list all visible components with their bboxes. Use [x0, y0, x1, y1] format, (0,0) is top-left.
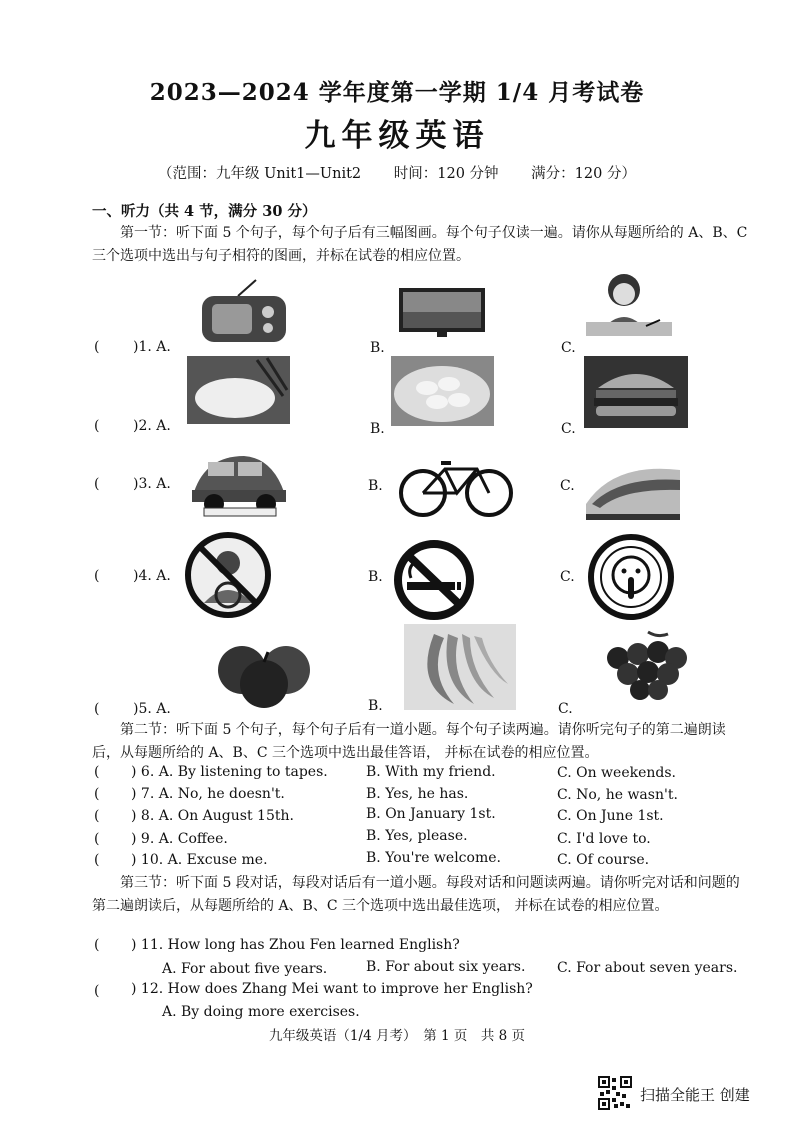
answer-blank[interactable]: (	[94, 786, 100, 802]
q3-option-c: C.	[560, 478, 575, 494]
bicycle-picture	[397, 455, 515, 517]
bananas-picture	[404, 624, 516, 710]
q11-option-b: B. For about six years.	[366, 959, 526, 975]
q9-option-c: C. I'd love to.	[557, 831, 651, 847]
no-phone-driving-sign	[184, 531, 272, 619]
dumplings-picture	[391, 356, 494, 426]
answer-blank[interactable]: (	[94, 418, 100, 434]
keep-quiet-sign	[586, 533, 676, 621]
q11-question: ) 11. How long has Zhou Fen learned English?	[131, 937, 460, 953]
exam-score: 满分：120 分）	[531, 166, 636, 182]
answer-blank[interactable]: (	[94, 808, 100, 824]
q4-option-c: C.	[560, 569, 575, 585]
answer-blank[interactable]: (	[94, 764, 100, 780]
q5-option-b: B.	[368, 698, 383, 714]
q8-option-a: ) 8. A. On August 15th.	[131, 808, 294, 824]
section-title: 一、听力（共 4 节，满分 30 分）	[92, 203, 317, 220]
girl-writing-picture	[584, 268, 674, 338]
apples-picture	[212, 626, 316, 710]
q7-option-b: B. Yes, he has.	[366, 786, 469, 802]
q10-option-a: ) 10. A. Excuse me.	[131, 852, 268, 868]
exam-subject: 九年级英语	[304, 118, 490, 154]
exam-time: 时间：120 分钟	[393, 166, 499, 182]
q4-option-b: B.	[368, 569, 383, 585]
answer-blank[interactable]: (	[94, 701, 100, 717]
q8-option-b: B. On January 1st.	[366, 806, 496, 822]
q1-option-a: )1. A.	[133, 339, 171, 355]
q6-option-b: B. With my friend.	[366, 764, 496, 780]
car-picture	[186, 446, 290, 520]
tv-picture	[397, 286, 487, 338]
hamburger-picture	[584, 356, 688, 428]
q11-option-c: C. For about seven years.	[557, 960, 738, 976]
q1-option-b: B.	[370, 340, 385, 356]
answer-blank[interactable]: (	[94, 476, 100, 492]
q12-question: ) 12. How does Zhang Mei want to improve her English?	[131, 981, 533, 997]
part3-intro: 第三节：听下面 5 段对话，每段对话后有一道小题。每段对话和问题读两遍。请你听完对话和问题的第二遍朗读后，从每题所给的 A、B、C 三个选项中选出最佳选项， 并标在试卷的相应位置。	[92, 875, 740, 914]
q2-option-a: )2. A.	[133, 418, 171, 434]
radio-picture	[198, 278, 290, 344]
no-smoking-sign	[389, 538, 479, 622]
q1-option-c: C.	[561, 340, 576, 356]
q2-option-b: B.	[370, 421, 385, 437]
train-picture	[584, 456, 684, 526]
q11-option-a: A. For about five years.	[162, 961, 328, 977]
q9-option-b: B. Yes, please.	[366, 828, 468, 844]
grapes-picture	[588, 628, 700, 704]
part2-intro: 第二节：听下面 5 个句子，每个句子后有一道小题。每个句子读两遍。请你听完句子的第二遍朗读后，从每题所给的 A、B、C 三个选项中选出最佳答语， 并标在试卷的相应位置。	[92, 722, 726, 761]
answer-blank[interactable]: (	[94, 983, 100, 999]
q10-option-c: C. Of course.	[557, 852, 650, 868]
q5-option-a: )5. A.	[133, 701, 171, 717]
page-footer: 九年级英语（1/4 月考） 第 1 页 共 8 页	[268, 1028, 526, 1044]
part1-intro: 第一节：听下面 5 个句子，每个句子后有三幅图画。每个句子仅读一遍。请你从每题所给的 A、B、C 三个选项中选出与句子相符的图画，并标在试卷的相应位置。	[92, 225, 748, 264]
q2-option-c: C.	[561, 421, 576, 437]
q6-option-a: ) 6. A. By listening to tapes.	[131, 764, 328, 780]
q9-option-a: ) 9. A. Coffee.	[131, 831, 228, 847]
q5-option-c: C.	[558, 701, 573, 717]
answer-blank[interactable]: (	[94, 568, 100, 584]
q10-option-b: B. You're welcome.	[366, 850, 501, 866]
exam-title: 2023—2024 学年度第一学期 1/4 月考试卷	[149, 79, 645, 106]
answer-blank[interactable]: (	[94, 852, 100, 868]
answer-blank[interactable]: (	[94, 831, 100, 847]
answer-blank[interactable]: (	[94, 937, 100, 953]
q6-option-c: C. On weekends.	[557, 765, 676, 781]
scanner-watermark: 扫描全能王 创建	[640, 1086, 750, 1104]
q8-option-c: C. On June 1st.	[557, 808, 664, 824]
q3-option-a: )3. A.	[133, 476, 171, 492]
q4-option-a: )4. A.	[133, 568, 171, 584]
exam-info	[0, 162, 794, 183]
qr-code-icon	[598, 1076, 632, 1110]
rice-picture	[187, 356, 290, 424]
q12-option-a: A. By doing more exercises.	[162, 1004, 360, 1020]
q7-option-a: ) 7. A. No, he doesn't.	[131, 786, 285, 802]
answer-blank[interactable]: (	[94, 339, 100, 355]
q7-option-c: C. No, he wasn't.	[557, 787, 678, 803]
q3-option-b: B.	[368, 478, 383, 494]
exam-scope: （范围：九年级 Unit1—Unit2	[158, 166, 362, 182]
